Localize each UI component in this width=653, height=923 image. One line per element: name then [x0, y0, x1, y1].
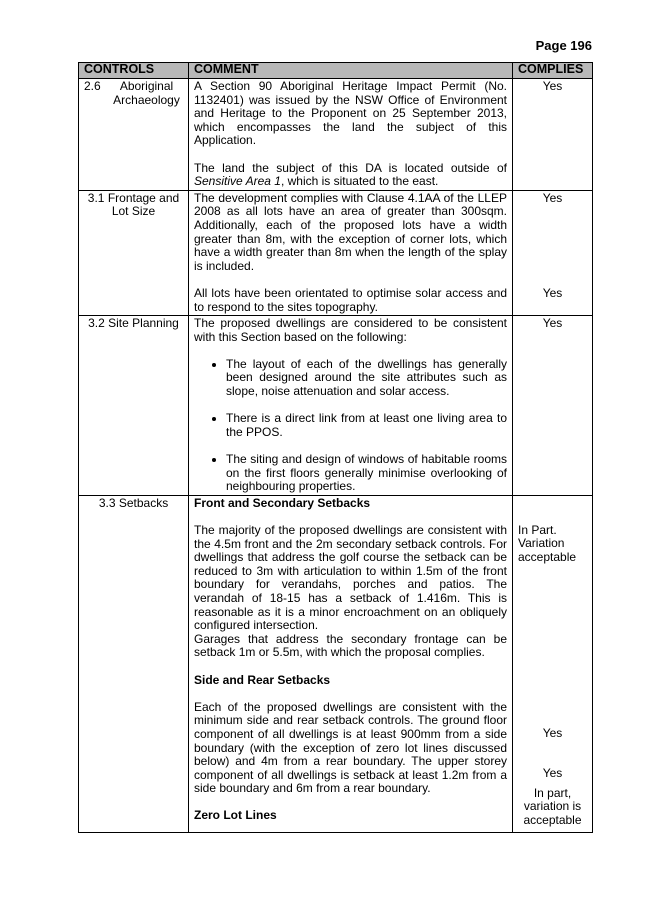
complies-cell: Yes: [513, 79, 593, 191]
comment-cell: [189, 190, 513, 315]
complies-cell: [513, 495, 593, 832]
complies-value: In Part. Variation acceptable: [518, 522, 577, 564]
comment-paragraph: The proposed dwellings are considered to be consistent with this Section based on the following:: [194, 316, 507, 344]
header-complies: COMPLIES: [513, 63, 593, 79]
complies-cell: [513, 190, 593, 315]
control-cell: 3.3 Setbacks: [79, 495, 189, 832]
comment-paragraph: The majority of the proposed dwellings are consistent with the 4.5m front and the 2m secondary setback controls. For dwellings that address the golf course the setback can be reduced to 3m with articulation to within 1.5m of the front boundary for verandahs, porches and patios. The verandah of 18-15 has a setback of 1.416m. This is reasonable as it is a minor encroachment on an obliquely configured intersection.: [194, 523, 507, 633]
complies-value: In part, variation is acceptable: [523, 785, 582, 827]
bullet-list: [194, 358, 507, 399]
section-heading: Front and Secondary Setbacks: [194, 495, 371, 510]
bullet-list: [194, 453, 507, 494]
table-row: [79, 190, 593, 315]
list-item: • There is a direct link from at least one living area to the PPOS.: [226, 412, 507, 439]
header-comment: COMMENT: [189, 63, 513, 79]
table-row: [79, 316, 593, 496]
comment-cell: [189, 79, 513, 191]
table-row: [79, 495, 593, 832]
complies-value: Yes: [542, 725, 563, 740]
complies-value: Yes: [542, 286, 563, 301]
page-number: Page 196: [535, 38, 592, 53]
table-row: [79, 79, 593, 191]
bullet-list: [194, 412, 507, 439]
comment-cell: [189, 495, 513, 832]
comment-paragraph: All lots have been orientated to optimise solar access and to respond to the sites topography.: [194, 285, 507, 314]
comment-paragraph: Each of the proposed dwellings are consistent with the minimum side and rear setback controls. The ground floor component of all dwellings is at least 900mm from a side boundary (with the exception of zero lot lines discussed below) and 4m from a rear boundary. The upper storey component of all dwellings is setback at least 1.2m from a side boundary and 6m from a rear boundary.: [194, 699, 507, 796]
complies-cell: Yes: [513, 316, 593, 496]
header-controls: CONTROLS: [79, 63, 189, 79]
comment-paragraph: Garages that address the secondary frontage can be setback 1m or 5.5m, with which the proposal complies.: [194, 631, 507, 660]
complies-value: Yes: [542, 766, 563, 781]
comment-paragraph: The development complies with Clause 4.1AA of the LLEP 2008 as all lots have an area of greater than 300sqm. Additionally, each of the proposed lots have a width greater than 8m, with the exception of corner lots, which have a width greater than 8m when the length of the splay is included.: [194, 190, 507, 273]
list-item: • The layout of each of the dwellings has generally been designed around the site attributes such as slope, noise attenuation and solar access.: [226, 358, 507, 399]
comment-paragraph: A Section 90 Aboriginal Heritage Impact Permit (No. 1132401) was issued by the NSW Office of Environment and Heritage to the Proponent on 25 September 2013, which encompasses the land the subject of this Application.: [194, 79, 507, 148]
control-name: Aboriginal Archaeology: [113, 79, 180, 107]
control-number: 2.6: [84, 79, 101, 93]
table-header-row: [79, 63, 593, 79]
complies-value: Yes: [542, 190, 563, 205]
section-heading: Side and Rear Setbacks: [194, 672, 331, 687]
control-cell: 3.2 Site Planning: [79, 316, 189, 496]
list-item: • The siting and design of windows of habitable rooms on the first floors generally minimise overlooking of neighbouring properties.: [226, 453, 507, 494]
comment-paragraph: The land the subject of this DA is located outside of Sensitive Area 1, which is situated to the east.: [194, 160, 507, 189]
control-cell: [79, 79, 189, 191]
section-heading: Zero Lot Lines: [194, 808, 277, 823]
controls-table: [78, 62, 593, 833]
control-cell: 3.1 Frontage and Lot Size: [79, 190, 189, 315]
comment-cell: [189, 316, 513, 496]
